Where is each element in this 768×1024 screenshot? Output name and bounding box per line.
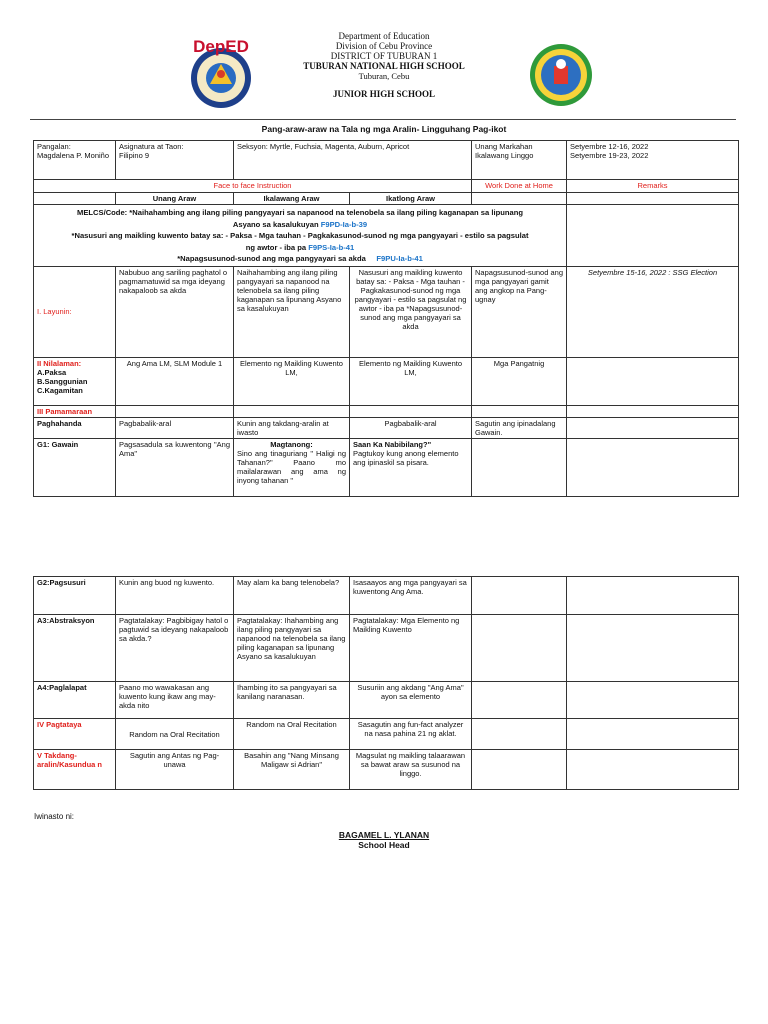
paglalapat-label: A4:Paglalapat [34,682,116,719]
melcs-row [34,205,739,267]
gawain-day3: Saan Ka Nabibilang?" Pagtukoy kung anong elemento ang ipinaskil sa pisara. [350,438,472,496]
pagtataya-day3: Sasagutin ang fun-fact analyzer na nasa pahina 21 ng aklat. [350,719,472,750]
gawain-label: G1: Gawain [34,438,116,496]
takdang-day3: Magsulat ng maikling talaarawan sa bawat araw sa susunod na linggo. [350,750,472,790]
layunin-home: Napagsusunod-sunod ang mga pangyayari gamit ang angkop na Pang-ugnay [472,266,567,357]
melcs-code-2: F9PS-Ia-b-41 [308,242,355,252]
day2-header: Ikalawang Araw [234,193,350,205]
melcs-code-3: F9PU-Ia-b-41 [376,254,423,263]
signatory-name: BAGAMEL L. YLANAN [338,830,430,840]
paghahanda-day2: Kunin ang takdang-aralin at iwasto [234,417,350,438]
dept-name: Department of Education [338,31,430,41]
page-title: Pang-araw-araw na Tala ng mga Aralin- Lingguhang Pag-ikot [261,124,507,134]
nilalaman-row [34,357,739,405]
district-name: DISTRICT OF TUBURAN 1 [330,51,438,61]
paghahanda-day3: Pagbabalik-aral [350,417,472,438]
melcs-code-1: F9PD-Ia-b-39 [320,219,368,229]
takdang-label: V Takdang-aralin/Kasundua n [34,750,116,790]
paghahanda-label: Paghahanda [34,417,116,438]
gawain-day1: Pagsasadula sa kuwentong "Ang Ama" [116,438,234,496]
takdang-day2: Basahin ang "Nang Minsang Maligaw si Adrian" [234,750,350,790]
melcs-cell: MELCS/Code: *Naihahambing ang ilang piling pangyayari sa napanood na telenobela sa ilang piling kaganapan sa lipunang Asyano sa kasalukuyan F9PD-Ia-b-39 *Nasusuri ang maikling kuwento batay sa: - Paksa - Mga tauhan - Pagkakasunod-sunod ng mga pangyayari - estilo sa pagsulat ng awtor - iba pa F9PS-Ia-b-41 *Napagsusunod-sunod ang mga pangyayari sa akda F9PU-Ia-b-41 [34,205,567,267]
section-cell: Seksyon: Myrtle, Fuchsia, Magenta, Auburn, Apricot [234,141,472,180]
pagtataya-label: IV Pagtataya [34,719,116,750]
pagsusuri-day3: Isasaayos ang mga pangyayari sa kuwentong Ang Ama. [350,577,472,615]
layunin-day3: Nasusuri ang maikling kuwento batay sa: - Paksa - Mga tauhan - Pagkakasunod-sunod ng mga pangyayari - estilo sa pagsulat ng awtor - iba pa *Napagsusunod-sunod ang mga pangyayari sa akda [350,266,472,357]
pagtataya-day2: Random na Oral Recitation [234,719,350,750]
nilalaman-day1: Ang Ama LM, SLM Module 1 [116,357,234,405]
remarks-header: Remarks [567,180,739,193]
paglalapat-row [34,682,739,719]
paglalapat-day2: Ihambing ito sa pangyayari sa kanilang naranasan. [234,682,350,719]
layunin-remarks: Setyembre 15-16, 2022 : SSG Election [567,266,739,357]
day3-header: Ikatlong Araw [350,193,472,205]
quarter-cell: Unang Markahan Ikalawang Linggo [472,141,567,180]
abstraksyon-label: A3:Abstraksyon [34,615,116,682]
day1-header: Unang Araw [116,193,234,205]
pagsusuri-day1: Kunin ang buod ng kuwento. [116,577,234,615]
teacher-name: Magdalena P. Moniño [37,151,109,160]
school-seal-logo [528,42,594,108]
home-header: Work Done at Home [472,180,567,193]
paghahanda-row [34,417,739,438]
layunin-day2: Naihahambing ang ilang piling pangyayari sa napanood na telenobela sa ilang piling kaganapan sa lipunang Asyano sa kasalukuyan [234,266,350,357]
layunin-day1: Nabubuo ang sariling paghatol o pagmamatuwid sa mga ideyang nakapaloob sa akda [116,266,234,357]
lesson-plan-table [33,140,739,497]
gawain-day2: Magtanong: Sino ang tinaguriang " Haligi ng Tahanan?" Paano mo mailalarawan ang ama ng inyong tahanan " [234,438,350,496]
takdang-row [34,750,739,790]
pagsusuri-day2: May alam ka bang telenobela? [234,577,350,615]
letterhead-text [0,31,768,99]
header-divider [30,119,736,120]
layunin-row [34,266,739,357]
dates-cell: Setyembre 12-16, 2022 Setyembre 19-23, 2022 [567,141,739,180]
pagsusuri-label: G2:Pagsusuri [34,577,116,615]
abstraksyon-row [34,615,739,682]
subject-cell: Asignatura at Taon: Filipino 9 [116,141,234,180]
school-level: JUNIOR HIGH SCHOOL [332,89,435,99]
day-header-row [34,193,739,205]
pagtataya-day1: Random na Oral Recitation [116,719,234,750]
pagtataya-row [34,719,739,750]
checked-by-label: Iwinasto ni: [34,812,75,821]
subject-value: Filipino 9 [119,151,150,160]
abstraksyon-day2: Pagtatalakay: Ihahambing ang ilang piling pangyayari sa napanood na telenobela sa ilang piling kaganapan sa lipunang Asyano sa kasalukuyan [234,615,350,682]
svg-text:DepED: DepED [193,37,249,56]
paghahanda-home: Sagutin ang ipinadalang Gawain. [472,417,567,438]
teacher-cell: Pangalan: Magdalena P. Moniño [34,141,116,180]
pamamaraan-label: III Pamamaraan [34,405,116,417]
paghahanda-day1: Pagbabalik-aral [116,417,234,438]
nilalaman-label-cell: II Nilalaman: A.Paksa B.Sanggunian C.Kagamitan [34,357,116,405]
paglalapat-day3: Susuriin ang akdang "Ang Ama" ayon sa elemento [350,682,472,719]
school-location: Tuburan, Cebu [358,71,410,81]
paglalapat-day1: Paano mo wawakasan ang kuwento kung ikaw ang may-akda nito [116,682,234,719]
pagsusuri-row [34,577,739,615]
gawain-row [34,438,739,496]
takdang-day1: Sagutin ang Antas ng Pag-unawa [116,750,234,790]
signatory [0,830,768,850]
abstraksyon-day1: Pagtatalakay: Pagbibigay hatol o pagtuwid sa ideyang nakapaloob sa akda.? [116,615,234,682]
signatory-role: School Head [358,840,410,850]
layunin-label: I. Layunin: [34,266,116,357]
letterhead [0,28,768,128]
mode-header-row [34,180,739,193]
f2f-header: Face to face Instruction [34,180,472,193]
nilalaman-day2: Elemento ng Maikling Kuwento LM, [234,357,350,405]
division-name: Division of Cebu Province [335,41,433,51]
nilalaman-day3: Elemento ng Maikling Kuwento LM, [350,357,472,405]
school-name: TUBURAN NATIONAL HIGH SCHOOL [303,61,465,71]
pamamaraan-row [34,405,739,417]
abstraksyon-day3: Pagtatalakay: Mga Elemento ng Maikling Kuwento [350,615,472,682]
nilalaman-home: Mga Pangatnig [472,357,567,405]
info-row [34,141,739,180]
lesson-plan-table-continued [33,576,739,790]
